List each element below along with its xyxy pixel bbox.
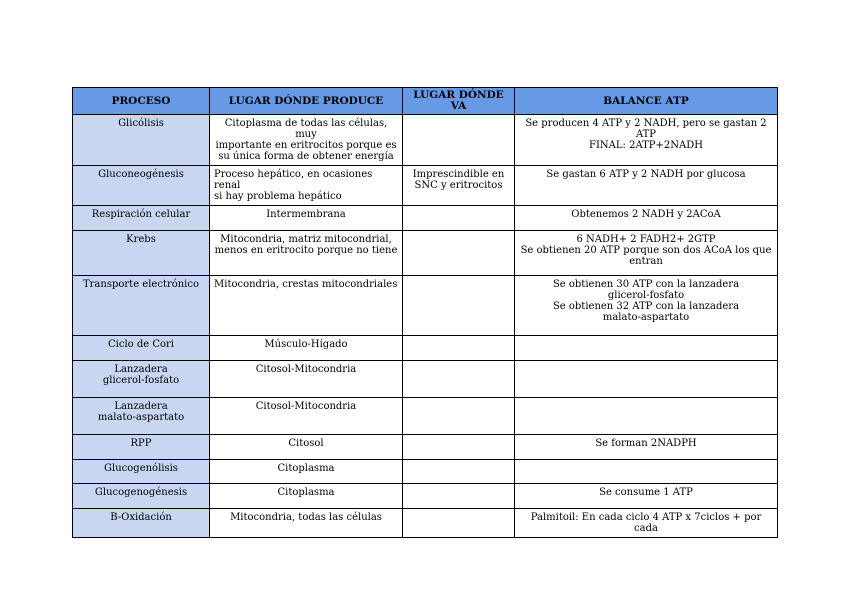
cell-proceso: [73, 276, 210, 336]
cell-text-line: Se obtienen 30 ATP con la lanzadera: [552, 279, 740, 290]
cell-text-line: Krebs: [126, 234, 156, 245]
cell-lugar-va: [403, 361, 515, 398]
cell-lugar-va: [403, 398, 515, 435]
table-row: [73, 115, 778, 166]
cell-text-line: ATP: [635, 129, 657, 140]
cell-text-line: su única forma de obtener energía: [218, 151, 394, 162]
cell-balance-atp: [515, 336, 778, 361]
cell-text-line: Proceso hepático, en ocasiones renal: [214, 169, 373, 191]
cell-balance-atp: [515, 361, 778, 398]
header-proceso: PROCESO: [73, 88, 210, 115]
cell-text-line: Gluconeogénesis: [98, 169, 184, 180]
cell-proceso: [73, 484, 210, 509]
cell-lugar-va: [403, 206, 515, 231]
cell-lugar-produce: [210, 336, 403, 361]
cell-text-line: Palmitoil: En cada ciclo 4 ATP x 7ciclos + por cada: [530, 512, 762, 534]
cell-balance-atp: [515, 484, 778, 509]
cell-lugar-va: [403, 484, 515, 509]
header-row: [73, 88, 778, 115]
table-row: [73, 484, 778, 509]
cell-text-line: Lanzadera: [114, 401, 168, 412]
cell-proceso: [73, 166, 210, 206]
cell-text-line: Glucogenogénesis: [94, 487, 188, 498]
cell-lugar-produce: [210, 509, 403, 538]
cell-text-line: menos en eritrocito porque no tiene: [214, 245, 398, 256]
table-row: [73, 509, 778, 538]
cell-text-line: Intermembrana: [266, 209, 346, 220]
cell-lugar-va: [403, 336, 515, 361]
header-balance-atp: BALANCE ATP: [515, 88, 778, 115]
cell-text-line: Glucogenólisis: [104, 463, 178, 474]
cell-lugar-produce: [210, 115, 403, 166]
cell-text-line: Se producen 4 ATP y 2 NADH, pero se gastan 2: [525, 118, 767, 129]
cell-text-line: Músculo-Hígado: [264, 339, 348, 350]
cell-text-line: Mitocondria, crestas mitocondriales: [214, 279, 398, 290]
cell-text-line: FINAL: 2ATP+2NADH: [589, 140, 703, 151]
cell-lugar-produce: [210, 398, 403, 435]
cell-text-line: RPP: [130, 438, 152, 449]
cell-text-line: Ciclo de Cori: [108, 339, 174, 350]
table-row: [73, 166, 778, 206]
header-lugar-va: LUGAR DÓNDE VA: [403, 88, 515, 115]
cell-lugar-va: [403, 115, 515, 166]
cell-balance-atp: [515, 166, 778, 206]
cell-text-line: B-Oxidación: [110, 512, 172, 523]
cell-text-line: Citoplasma de todas las células, muy: [224, 118, 388, 140]
cell-text-line: Mitocondria, todas las células: [230, 512, 382, 523]
cell-text-line: Se gastan 6 ATP y 2 NADH por glucosa: [546, 169, 746, 180]
cell-text-line: Citoplasma: [277, 463, 335, 474]
cell-proceso: [73, 231, 210, 276]
cell-text-line: Se obtienen 20 ATP porque son dos ACoA los que: [520, 245, 772, 256]
cell-lugar-produce: [210, 276, 403, 336]
cell-balance-atp: [515, 435, 778, 460]
table-row: [73, 361, 778, 398]
cell-lugar-va: [403, 276, 515, 336]
cell-lugar-va: [403, 166, 515, 206]
cell-text-line: Transporte electrónico: [82, 279, 199, 290]
cell-balance-atp: [515, 398, 778, 435]
table-row: [73, 231, 778, 276]
cell-proceso: [73, 460, 210, 484]
cell-text-line: Citosol-Mitocondria: [255, 401, 357, 412]
cell-proceso: [73, 435, 210, 460]
cell-text-line: glicerol-fosfato: [102, 375, 180, 386]
cell-text-line: Respiración celular: [91, 209, 191, 220]
cell-text-line: si hay problema hepático: [214, 191, 342, 202]
cell-text-line: importante en eritrocitos porque es: [215, 140, 397, 151]
cell-text-line: Lanzadera: [114, 364, 168, 375]
cell-balance-atp: [515, 231, 778, 276]
cell-lugar-produce: [210, 231, 403, 276]
cell-lugar-va: [403, 435, 515, 460]
cell-text-line: Obtenemos 2 NADH y 2ACoA: [571, 209, 721, 220]
cell-lugar-produce: [210, 361, 403, 398]
cell-balance-atp: [515, 509, 778, 538]
cell-lugar-produce: [210, 435, 403, 460]
cell-text-line: SNC y eritrocitos: [414, 180, 503, 191]
cell-text-line: 6 NADH+ 2 FADH2+ 2GTP: [576, 234, 716, 245]
cell-lugar-produce: [210, 206, 403, 231]
cell-balance-atp: [515, 206, 778, 231]
table-row: [73, 460, 778, 484]
cell-balance-atp: [515, 460, 778, 484]
metabolism-table: [72, 87, 778, 538]
cell-balance-atp: [515, 276, 778, 336]
table-row: [73, 398, 778, 435]
cell-text-line: Mitocondria, matriz mitocondrial,: [220, 234, 392, 245]
table-row: [73, 435, 778, 460]
table-row: [73, 276, 778, 336]
cell-text-line: Citosol: [288, 438, 324, 449]
cell-lugar-produce: [210, 484, 403, 509]
cell-text-line: Se forman 2NADPH: [595, 438, 697, 449]
cell-text-line: entran: [629, 256, 663, 267]
cell-proceso: [73, 115, 210, 166]
cell-proceso: [73, 206, 210, 231]
cell-text-line: Glicólisis: [118, 118, 164, 129]
cell-text-line: Citoplasma: [277, 487, 335, 498]
cell-lugar-va: [403, 460, 515, 484]
cell-text-line: malato-aspartato: [602, 312, 690, 323]
cell-lugar-va: [403, 509, 515, 538]
table-row: [73, 206, 778, 231]
cell-proceso: [73, 361, 210, 398]
cell-proceso: [73, 398, 210, 435]
cell-text-line: Se consume 1 ATP: [599, 487, 693, 498]
cell-lugar-produce: [210, 166, 403, 206]
table-row: [73, 336, 778, 361]
cell-proceso: [73, 509, 210, 538]
cell-lugar-produce: [210, 460, 403, 484]
cell-text-line: malato-aspartato: [97, 412, 185, 423]
cell-proceso: [73, 336, 210, 361]
header-lugar-produce: LUGAR DÓNDE PRODUCE: [210, 88, 403, 115]
cell-text-line: Citosol-Mitocondria: [255, 364, 357, 375]
cell-text-line: Imprescindible en: [412, 169, 505, 180]
cell-lugar-va: [403, 231, 515, 276]
cell-text-line: glicerol-fosfato: [607, 290, 685, 301]
cell-text-line: Se obtienen 32 ATP con la lanzadera: [552, 301, 740, 312]
cell-balance-atp: [515, 115, 778, 166]
